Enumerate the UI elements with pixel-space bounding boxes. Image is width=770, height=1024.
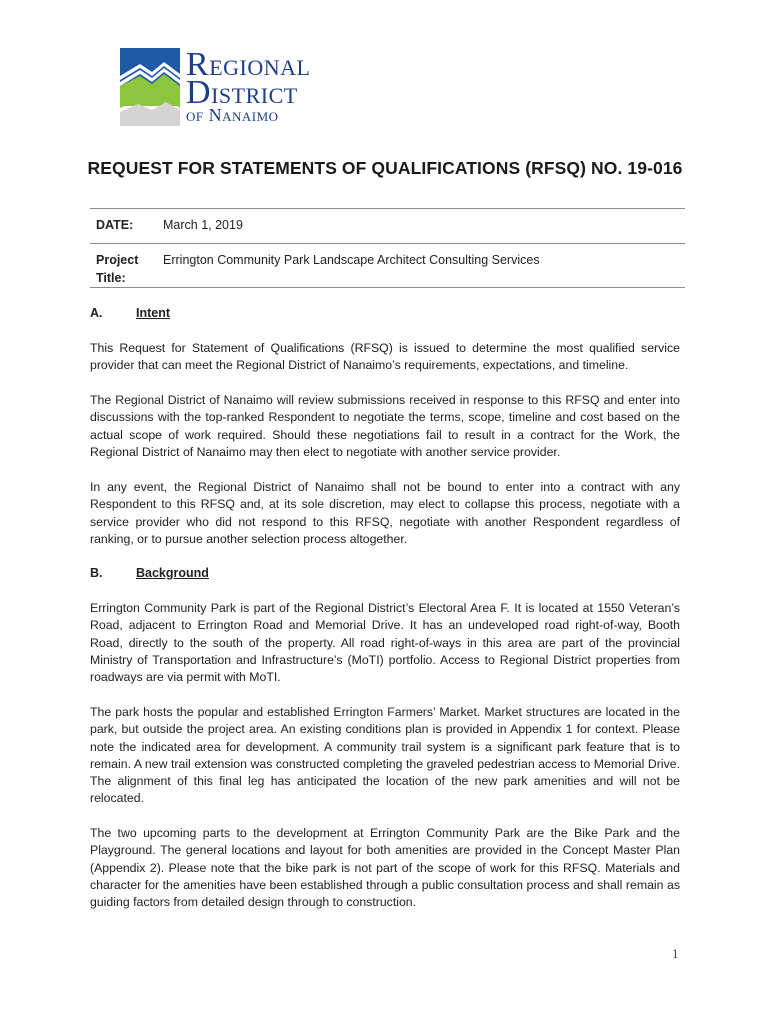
section-a-paragraph-2: The Regional District of Nanaimo will review submissions received in response to this RFSQ and enter into discussions with the top-ranked Respondent to negotiate the terms, scope, timeline and cost based on the actual scope of work required. Should these negotiations fail to result in a contract for the Work, the Regional District of Nanaimo may then elect to negotiate with another service provider. <box>90 393 680 459</box>
section-a-heading <box>0 306 770 324</box>
logo-line-nanaimo: of Nanaimo <box>186 105 279 125</box>
page-number: 1 <box>672 946 679 961</box>
meta-divider-top <box>90 208 685 209</box>
section-a-paragraph-1: This Request for Statement of Qualifications (RFSQ) is issued to determine the most qualified service provider that can meet the Regional District of Nanaimo’s requirements, expectations, and timeline. <box>90 341 680 373</box>
section-b-paragraph-3: The two upcoming parts to the development at Errington Community Park are the Bike Park and the Playground. The general locations and layout for both amenities are provided in the Concept Master Plan (Appendix 2). Please note that the bike park is not part of the scope of work for this RFSQ. Materials and character for the amenities have been established through a public consultation process and shall remain as guiding factors from detailed design through to construction. <box>90 826 680 910</box>
date-value: March 1, 2019 <box>163 218 243 232</box>
document-title: REQUEST FOR STATEMENTS OF QUALIFICATIONS (RFSQ) NO. 19-016 <box>87 158 683 178</box>
date-label: DATE: <box>96 218 134 232</box>
section-a-title: Intent <box>136 306 171 320</box>
logo-line-district: District <box>186 74 298 111</box>
meta-divider-middle <box>90 243 685 244</box>
section-b-title: Background <box>136 566 209 580</box>
section-b-heading <box>0 566 770 584</box>
section-a-paragraph-3: In any event, the Regional District of Nanaimo shall not be bound to enter into a contract with any Respondent to this RFSQ and, at its sole discretion, may elect to collapse this process, negotiate with a service provider who did not respond to this RFSQ, negotiate with another Respondent regardless of ranking, or to pursue another selection process altogether. <box>90 480 680 546</box>
project-title-value: Errington Community Park Landscape Architect Consulting Services <box>163 253 540 267</box>
section-b-letter: B. <box>90 566 103 580</box>
meta-divider-bottom <box>90 287 685 288</box>
section-b-paragraph-2: The park hosts the popular and established Errington Farmers’ Market. Market structures are located in the park, but outside the project area. An existing conditions plan is provided in Appendix 1 for context. Please note the indicated area for development. A community trail system is a significant park feature that is to remain. A new trail extension was constructed completing the graveled pedestrian access to Memorial Drive. The alignment of this final leg has anticipated the location of the new park amenities and will not be relocated. <box>90 705 680 806</box>
section-b-paragraph-1: Errington Community Park is part of the Regional District’s Electoral Area F. It is located at 1550 Veteran’s Road, adjacent to Errington Road and Memorial Drive. It has an undeveloped road right-of-way, Booth Road, directly to the south of the property. All road right-of-ways in this area are part of the provincial Ministry of Transportation and Infrastructure’s (MoTI) portfolio. Access to Regional District properties from roadways are via permit with MoTI. <box>90 601 680 685</box>
project-label-line1: Project <box>96 253 139 267</box>
rdn-logo <box>118 46 318 128</box>
project-label-line2: Title: <box>96 271 126 285</box>
logo-mark-icon <box>118 46 182 128</box>
section-a-letter: A. <box>90 306 103 320</box>
logo-line-regional: Regional <box>186 46 311 83</box>
